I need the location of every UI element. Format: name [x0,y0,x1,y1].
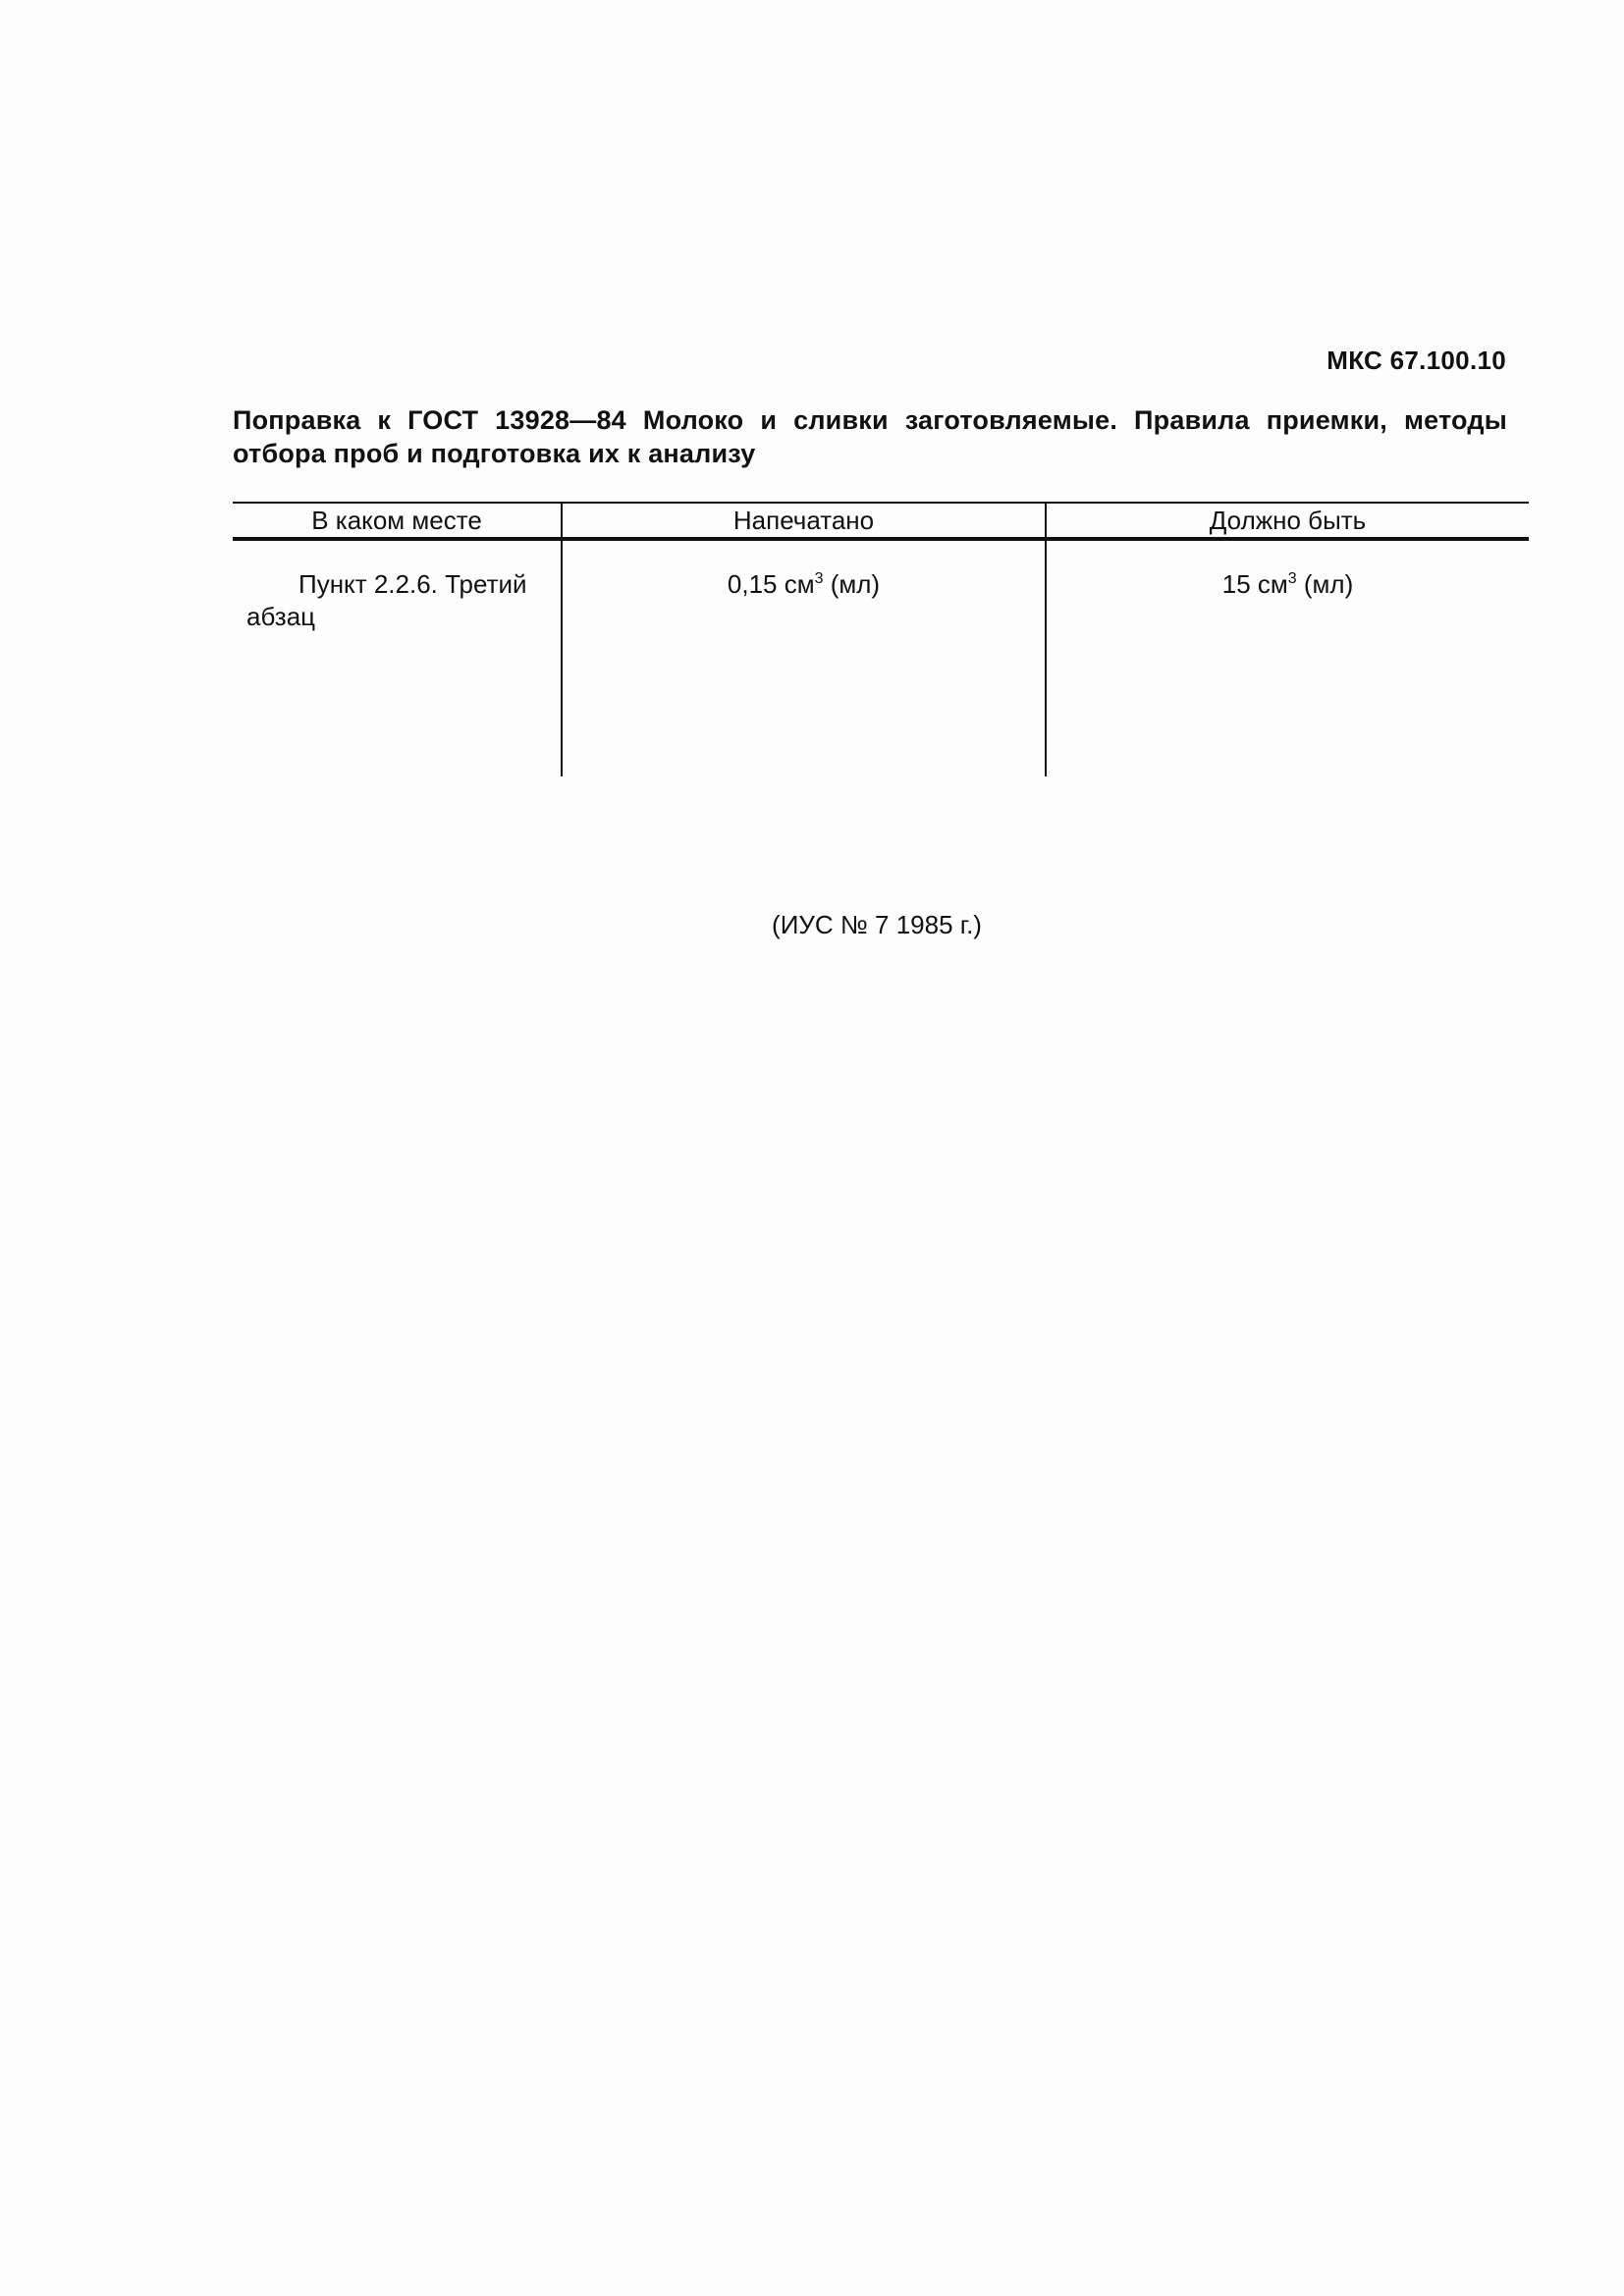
printed-value: 0,15 см [727,569,815,599]
column-header-correct: Должно быть [1045,504,1529,537]
column-header-printed: Напечатано [561,504,1045,537]
correction-table [233,502,1529,776]
correct-suffix: (мл) [1296,569,1354,599]
correct-value: 15 см [1221,569,1288,599]
correct-superscript: 3 [1287,570,1297,587]
cell-printed [561,541,1045,776]
classification-code: МКС 67.100.10 [1326,346,1506,375]
cell-correct [1045,541,1529,776]
column-header-location: В каком месте [311,506,482,535]
source-reference: (ИУС № 7 1985 г.) [772,910,982,939]
document-title: Поправка к ГОСТ 13928—84 Молоко и сливки заготовляемые. Правила приемки, методы отбора проб и подготовка их к анализу [233,405,1507,468]
table-header [233,502,1529,541]
printed-superscript: 3 [814,570,824,587]
table-row [233,541,1529,776]
printed-suffix: (мл) [823,569,881,599]
cell-location: Пункт 2.2.6. Третий абзац [246,569,527,631]
